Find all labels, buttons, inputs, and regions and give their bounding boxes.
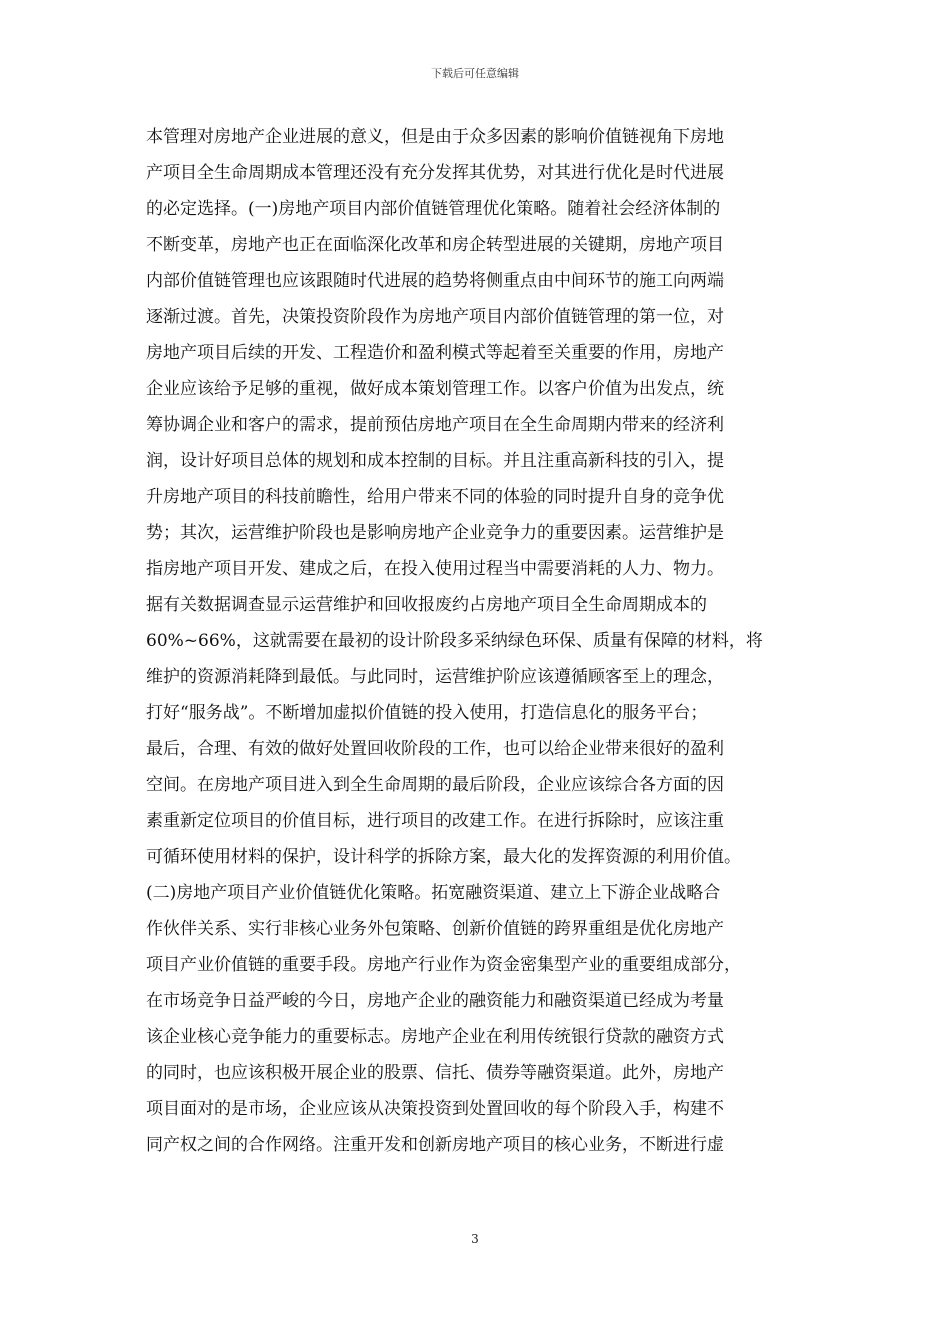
text-line: 维护的资源消耗降到最低。与此同时，运营维护阶应该遵循顾客至上的理念， [146, 667, 724, 687]
text-line: 最后，合理、有效的做好处置回收阶段的工作，也可以给企业带来很好的盈利 [146, 739, 724, 759]
text-line: 升房地产项目的科技前瞻性，给用户带来不同的体验的同时提升自身的竞争优 [146, 487, 724, 507]
text-line: (二)房地产项目产业价值链优化策略。拓宽融资渠道、建立上下游企业战略合 [146, 883, 721, 903]
text-line: 60%~66%，这就需要在最初的设计阶段多采纳绿色环保、质量有保障的材料，将 [146, 631, 763, 651]
body-text [146, 119, 826, 1163]
text-line: 项目产业价值链的重要手段。房地产行业作为资金密集型产业的重要组成部分， [146, 955, 741, 975]
text-line: 空间。在房地产项目进入到全生命周期的最后阶段，企业应该综合各方面的因 [146, 775, 724, 795]
text-line: 的同时，也应该积极开展企业的股票、信托、债券等融资渠道。此外，房地产 [146, 1063, 724, 1083]
text-line: 打好“服务战”。不断增加虚拟价值链的投入使用，打造信息化的服务平台； [146, 703, 708, 723]
text-line: 该企业核心竞争能力的重要标志。房地产企业在利用传统银行贷款的融资方式 [146, 1027, 724, 1047]
text-line: 不断变革，房地产也正在面临深化改革和房企转型进展的关键期，房地产项目 [146, 235, 724, 255]
text-line: 润，设计好项目总体的规划和成本控制的目标。并且注重高新科技的引入，提 [146, 451, 724, 471]
text-line: 本管理对房地产企业进展的意义，但是由于众多因素的影响价值链视角下房地 [146, 127, 724, 147]
text-line: 筹协调企业和客户的需求，提前预估房地产项目在全生命周期内带来的经济利 [146, 415, 724, 435]
text-line: 逐渐过渡。首先，决策投资阶段作为房地产项目内部价值链管理的第一位，对 [146, 307, 724, 327]
text-line: 势；其次，运营维护阶段也是影响房地产企业竞争力的重要因素。运营维护是 [146, 523, 724, 543]
text-line: 内部价值链管理也应该跟随时代进展的趋势将侧重点由中间环节的施工向两端 [146, 271, 724, 291]
page-header: 下载后可任意编辑 [431, 67, 519, 80]
text-line: 同产权之间的合作网络。注重开发和创新房地产项目的核心业务，不断进行虚 [146, 1135, 724, 1155]
text-line: 房地产项目后续的开发、工程造价和盈利模式等起着至关重要的作用，房地产 [146, 343, 724, 363]
text-line: 指房地产项目开发、建成之后，在投入使用过程当中需要消耗的人力、物力。 [146, 559, 724, 579]
text-line: 项目面对的是市场，企业应该从决策投资到处置回收的每个阶段入手，构建不 [146, 1099, 724, 1119]
text-line: 产项目全生命周期成本管理还没有充分发挥其优势，对其进行优化是时代进展 [146, 163, 724, 183]
text-line: 可循环使用材料的保护，设计科学的拆除方案，最大化的发挥资源的利用价值。 [146, 847, 741, 867]
text-line: 作伙伴关系、实行非核心业务外包策略、创新价值链的跨界重组是优化房地产 [146, 919, 724, 939]
text-line: 据有关数据调查显示运营维护和回收报废约占房地产项目全生命周期成本的 [146, 595, 707, 615]
text-line: 企业应该给予足够的重视，做好成本策划管理工作。以客户价值为出发点，统 [146, 379, 724, 399]
text-line: 的必定选择。(一)房地产项目内部价值链管理优化策略。随着社会经济体制的 [146, 199, 721, 219]
text-line: 素重新定位项目的价值目标，进行项目的改建工作。在进行拆除时，应该注重 [146, 811, 724, 831]
text-line: 在市场竞争日益严峻的今日，房地产企业的融资能力和融资渠道已经成为考量 [146, 991, 724, 1011]
page-number: 3 [471, 1232, 479, 1246]
